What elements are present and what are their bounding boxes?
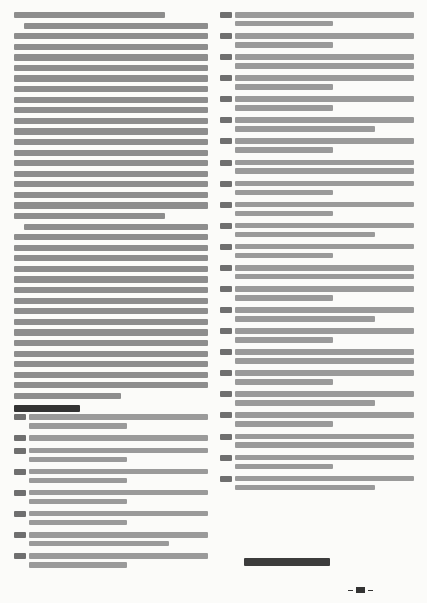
reference-item [14,490,208,508]
reference-item [220,244,414,262]
left-column [14,12,208,577]
reference-item [220,202,414,220]
reference-item [220,181,414,199]
reference-item [220,328,414,346]
reference-item [220,12,414,30]
reference-item [220,476,414,494]
reference-item [14,532,208,550]
right-column [220,12,414,577]
references-heading [14,403,208,414]
reference-item [220,117,414,135]
reference-item [220,160,414,178]
reference-item [14,553,208,571]
reference-item [220,54,414,72]
page-number [345,586,376,594]
reference-item [220,223,414,241]
reference-item [220,455,414,473]
reference-item [220,307,414,325]
reference-item [220,265,414,283]
reference-item [14,448,208,466]
reference-item [14,511,208,529]
responsible-editor-line [244,558,330,566]
reference-item [220,96,414,114]
reference-item [220,391,414,409]
reference-item [220,33,414,51]
reference-item [14,469,208,487]
reference-item [220,434,414,452]
reference-item [220,412,414,430]
reference-item [14,435,208,444]
reference-item [220,138,414,156]
reference-item [14,414,208,432]
reference-list-left [14,414,208,570]
article-body-text [14,12,208,399]
reference-item [220,286,414,304]
reference-item [220,349,414,367]
reference-item [220,370,414,388]
reference-item [220,75,414,93]
reference-list-right [220,12,414,494]
